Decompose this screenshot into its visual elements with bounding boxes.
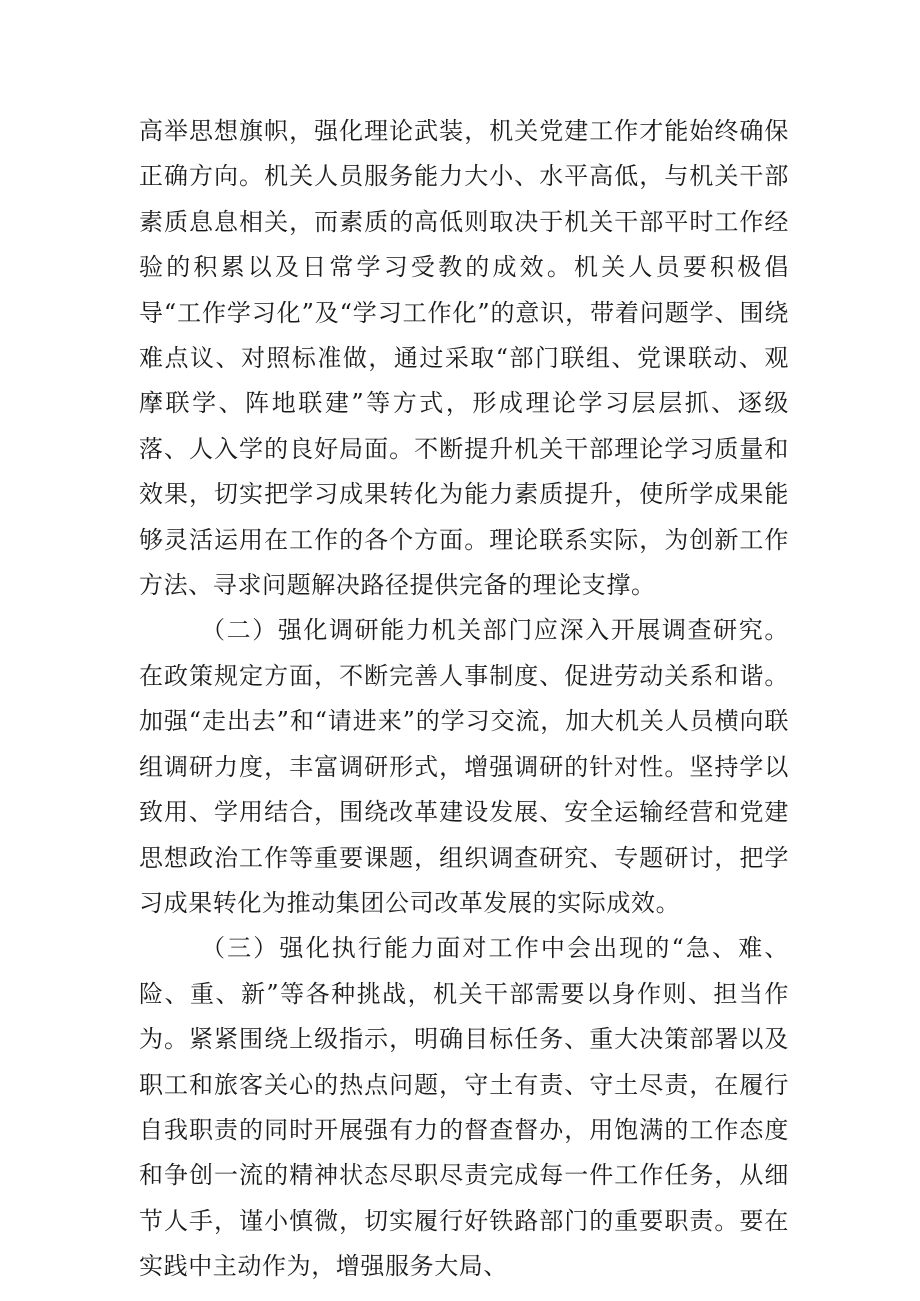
document-body (139, 109, 789, 1290)
paragraph-execution-ability: （三）强化执行能力面对工作中会出现的“急、难、险、重、新”等各种挑战，机关干部需要以身作则、担当作为。紧紧围绕上级指示，明确目标任务、重大决策部署以及职工和旅客关心的热点问题，守土有责、守土尽责，在履行自我职责的同时开展强有力的督查督办，用饱满的工作态度和争创一流的精神状态尽职尽责完成每一件工作任务，从细节人手，谨小慎微，切实履行好铁路部门的重要职责。要在实践中主动作为，增强服务大局、 (139, 934, 789, 1281)
paragraph-research-ability: （二）强化调研能力机关部门应深入开展调查研究。在政策规定方面，不断完善人事制度、促进劳动关系和谐。加强“走出去”和“请进来”的学习交流，加大机关人员横向联组调研力度，丰富调研形式，增强调研的针对性。坚持学以致用、学用结合，围绕改革建设发展、安全运输经营和党建思想政治工作等重要课题，组织调查研究、专题研讨，把学习成果转化为推动集团公司改革发展的实际成效。 (139, 616, 789, 917)
paragraph-theory-study: 高举思想旗帜，强化理论武装，机关党建工作才能始终确保正确方向。机关人员服务能力大小、水平高低，与机关干部素质息息相关，而素质的高低则取决于机关干部平时工作经验的积累以及日常学习受教的成效。机关人员要积极倡导“工作学习化”及“学习工作化”的意识，带着问题学、围绕难点议、对照标准做，通过采取“部门联组、党课联动、观摩联学、阵地联建”等方式，形成理论学习层层抓、逐级落、人入学的良好局面。不断提升机关干部理论学习质量和效果，切实把学习成果转化为能力素质提升，使所学成果能够灵活运用在工作的各个方面。理论联系实际，为创新工作方法、寻求问题解决路径提供完备的理论支撑。 (139, 117, 789, 600)
